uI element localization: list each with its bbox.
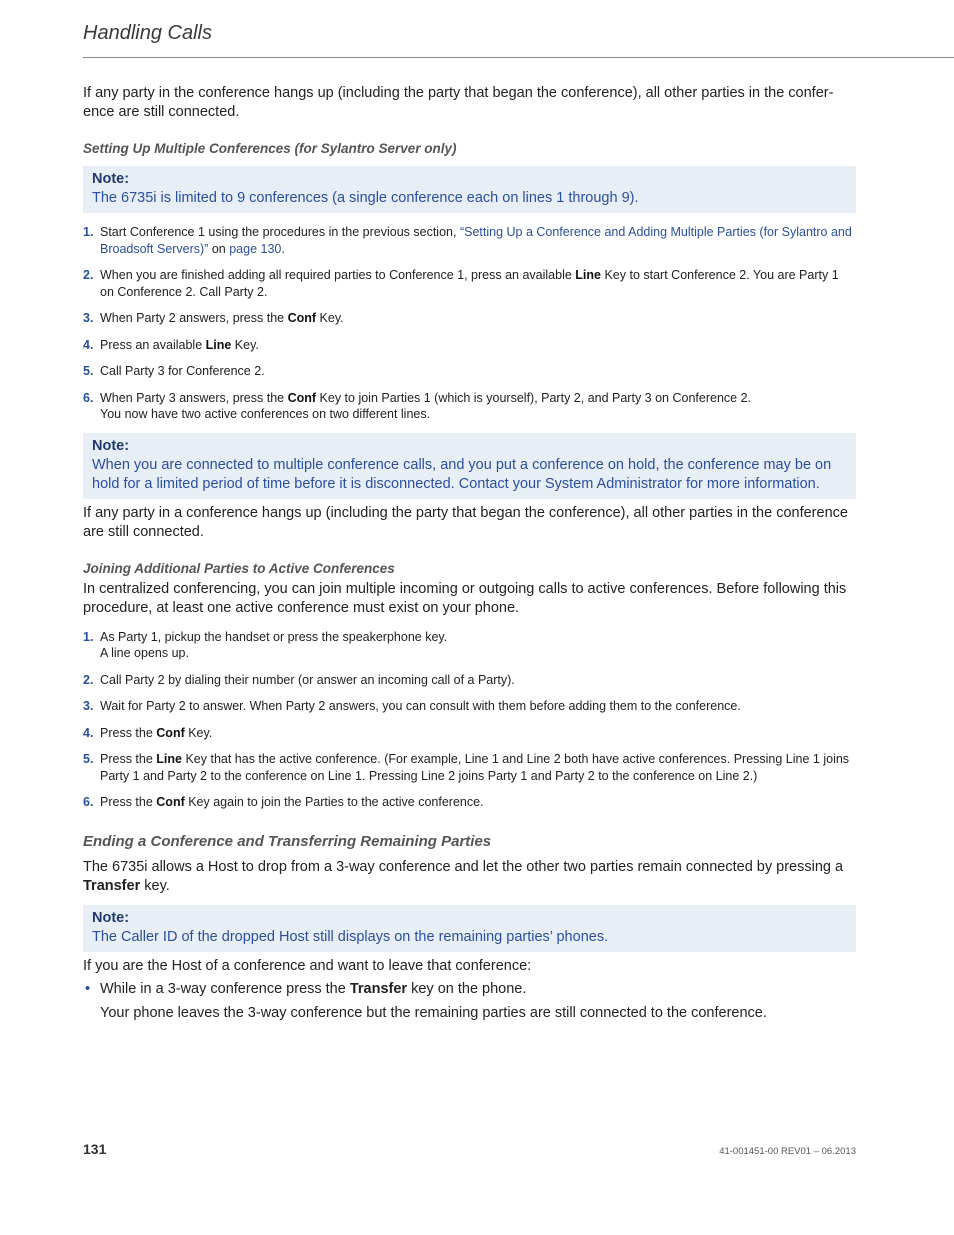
step-item: 3. When Party 2 answers, press the Conf Key. <box>83 311 344 325</box>
document-id: 41-001451-00 REV01 – 06.2013 <box>719 1146 856 1157</box>
joining-intro-paragraph: In centralized conferencing, you can join multiple incoming or outgoing calls to active conferences. Before following this procedure, at least one active conference must exist on your phone. <box>83 580 847 616</box>
step-item: 2. When you are finished adding all required parties to Conference 1, press an available Line Key to start Conference 2. You are Party 1 on Conference 2. Call Party 2. <box>83 268 839 299</box>
page-number: 131 <box>83 1141 107 1157</box>
bullet-result-text: Your phone leaves the 3-way conference but the remaining parties are still connected to the conference. <box>100 1004 767 1021</box>
step-item: 4. Press the Conf Key. <box>83 725 213 740</box>
note-text: When you are connected to multiple conference calls, and you put a conference on hold, the conference may be on hold for a limited period of time before it is disconnected. Contact your System Administrator for more information. <box>92 456 832 492</box>
after-note-paragraph: If any party in a conference hangs up (including the party that began the conference), all other parties in the conference are still connected. <box>83 504 848 540</box>
section-heading-ending-conference: Ending a Conference and Transferring Remaining Parties <box>83 832 492 850</box>
note-box-caller-id <box>83 905 856 952</box>
note-label: Note: <box>92 171 130 187</box>
host-leave-paragraph: If you are the Host of a conference and want to leave that conference: <box>83 957 532 974</box>
page-header-title: Handling Calls <box>83 22 212 44</box>
bullet-icon: • <box>85 980 91 997</box>
page-link[interactable]: page 130 <box>229 241 282 256</box>
note-box-hold-warning <box>83 433 856 499</box>
step-item: 6. When Party 3 answers, press the Conf Key to join Parties 1 (which is yourself), Party 2, and Party 3 on Conference 2. You now have two active conferences on two different lines. <box>83 390 751 421</box>
note-label: Note: <box>92 437 130 454</box>
step-item: 3. Wait for Party 2 to answer. When Party 2 answers, you can consult with them before adding them to the conference. <box>83 699 741 713</box>
step-item: 5. Call Party 3 for Conference 2. <box>83 364 265 378</box>
step-item: 5. Press the Line Key that has the active conference. (For example, Line 1 and Line 2 both have active conferences. Pressing Line 1 joins Party 1 and Party 2 to the conference on Line 1. Pressing Line 2 joins Party 1 and Party 2 to the conference on Line 2.) <box>83 752 850 783</box>
step-item: 4. Press an available Line Key. <box>83 337 259 352</box>
section-heading-joining-parties: Joining Additional Parties to Active Conferences <box>83 560 395 576</box>
ending-intro-paragraph: The 6735i allows a Host to drop from a 3-way conference and let the other two parties remain connected by pressing a Transfer key. <box>83 858 844 894</box>
page-content <box>83 84 856 1023</box>
note-label: Note: <box>92 909 130 926</box>
bullet-item: • While in a 3-way conference press the Transfer key on the phone. <box>85 980 527 997</box>
section-link[interactable]: “Setting Up a Conference and Adding Multiple Parties (for Sylantro and Broadsoft Servers)” <box>100 225 852 256</box>
note-text: The Caller ID of the dropped Host still displays on the remaining parties’ phones. <box>92 928 609 945</box>
note-text: The 6735i is limited to 9 conferences (a single conference each on lines 1 through 9). <box>92 190 639 206</box>
header-rule <box>83 57 954 58</box>
step-item: 2. Call Party 2 by dialing their number (or answer an incoming call of a Party). <box>83 672 515 687</box>
step-item: 1. As Party 1, pickup the handset or press the speakerphone key. A line opens up. <box>83 629 448 660</box>
step-item: 6. Press the Conf Key again to join the Parties to the active conference. <box>83 795 484 809</box>
steps-joining-parties <box>83 629 856 811</box>
steps-multiple-conferences <box>83 224 856 423</box>
intro-paragraph: If any party in the conference hangs up (including the party that began the conference), all other parties in the confer-ence are still connected. <box>83 85 834 120</box>
section-heading-multiple-conferences: Setting Up Multiple Conferences (for Sylantro Server only) <box>83 141 457 156</box>
note-box-conference-limit <box>83 166 856 213</box>
step-item: 1. Start Conference 1 using the procedures in the previous section, “Setting Up a Conference and Adding Multiple Parties (for Sylantro and Broadsoft Servers)” on page 130. <box>83 225 852 256</box>
